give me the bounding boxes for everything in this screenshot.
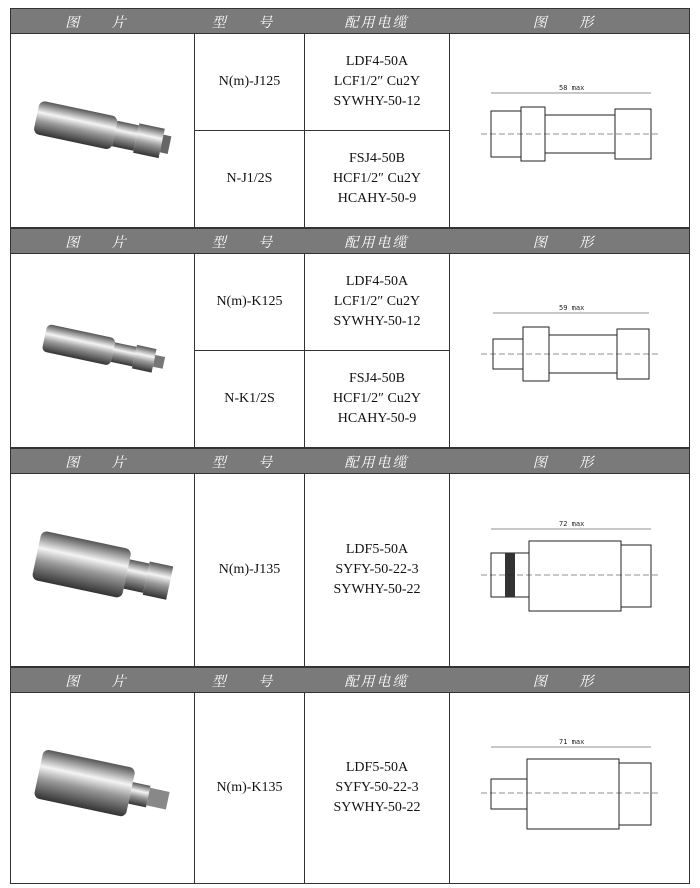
header-photo: 图 片 xyxy=(65,15,140,31)
model-cell: N(m)-K125 xyxy=(194,254,304,350)
table-header xyxy=(10,448,690,473)
model-cell: N-J1/2S xyxy=(194,131,304,227)
header-drawing: 图 形 xyxy=(532,674,608,690)
cable-line: SYFY-50-22-3 xyxy=(335,562,419,577)
dimension-label: 72 max xyxy=(558,520,584,528)
cable-cell xyxy=(304,693,449,883)
dimension-label: 59 max xyxy=(558,303,584,312)
cable-line: SYWHY-50-12 xyxy=(333,314,421,329)
product-section xyxy=(10,473,690,667)
model-cell: N(m)-K135 xyxy=(194,693,304,883)
cable-line: LDF4-50A xyxy=(345,54,409,69)
cable-line: SYWHY-50-12 xyxy=(333,94,421,109)
cable-cell xyxy=(304,34,449,130)
header-drawing: 图 形 xyxy=(532,15,608,31)
dimension-label: 58 max xyxy=(558,83,584,92)
technical-drawing xyxy=(449,34,691,227)
dimension-label: 71 max xyxy=(558,738,584,746)
model-cell: N(m)-J125 xyxy=(194,34,304,130)
model-cell: N-K1/2S xyxy=(194,351,304,447)
cable-line: SYFY-50-22-3 xyxy=(335,780,419,795)
product-photo xyxy=(11,693,194,883)
cable-line: HCAHY-50-9 xyxy=(337,411,417,426)
cable-cell xyxy=(304,131,449,227)
model-cell: N(m)-J135 xyxy=(194,474,304,666)
product-photo xyxy=(11,474,194,666)
header-cable: 配用电缆 xyxy=(344,455,409,471)
technical-drawing xyxy=(449,693,691,883)
cable-line: LDF5-50A xyxy=(345,760,409,775)
cable-line: LDF4-50A xyxy=(345,274,409,289)
cable-line: LCF1/2″ Cu2Y xyxy=(333,294,421,309)
cable-line: SYWHY-50-22 xyxy=(333,800,421,815)
table-header xyxy=(10,228,690,253)
header-photo: 图 片 xyxy=(65,455,140,471)
cable-line: HCAHY-50-9 xyxy=(337,191,417,206)
header-photo: 图 片 xyxy=(65,674,140,690)
cable-line: HCF1/2″ Cu2Y xyxy=(333,391,421,406)
header-model: 型 号 xyxy=(211,674,287,690)
header-drawing: 图 形 xyxy=(532,235,608,251)
product-photo xyxy=(11,254,194,447)
cable-cell xyxy=(304,351,449,447)
technical-drawing xyxy=(449,254,691,447)
table-header xyxy=(10,8,690,33)
cable-line: SYWHY-50-22 xyxy=(333,582,421,597)
cable-line: LDF5-50A xyxy=(345,542,409,557)
product-section xyxy=(10,253,690,448)
product-photo xyxy=(11,34,194,227)
header-model: 型 号 xyxy=(211,455,287,471)
header-photo: 图 片 xyxy=(65,235,140,251)
technical-drawing xyxy=(449,474,691,666)
cable-line: HCF1/2″ Cu2Y xyxy=(333,171,421,186)
cable-cell xyxy=(304,254,449,350)
product-section xyxy=(10,33,690,228)
header-model: 型 号 xyxy=(211,235,287,251)
cable-cell xyxy=(304,474,449,666)
header-drawing: 图 形 xyxy=(532,455,608,471)
cable-line: FSJ4-50B xyxy=(348,151,406,166)
connector-spec-table xyxy=(10,8,690,884)
header-cable: 配用电缆 xyxy=(344,15,409,31)
header-cable: 配用电缆 xyxy=(344,235,409,251)
header-model: 型 号 xyxy=(211,15,287,31)
table-header xyxy=(10,667,690,692)
product-section xyxy=(10,692,690,884)
cable-line: LCF1/2″ Cu2Y xyxy=(333,74,421,89)
cable-line: FSJ4-50B xyxy=(348,371,406,386)
header-cable: 配用电缆 xyxy=(344,674,409,690)
